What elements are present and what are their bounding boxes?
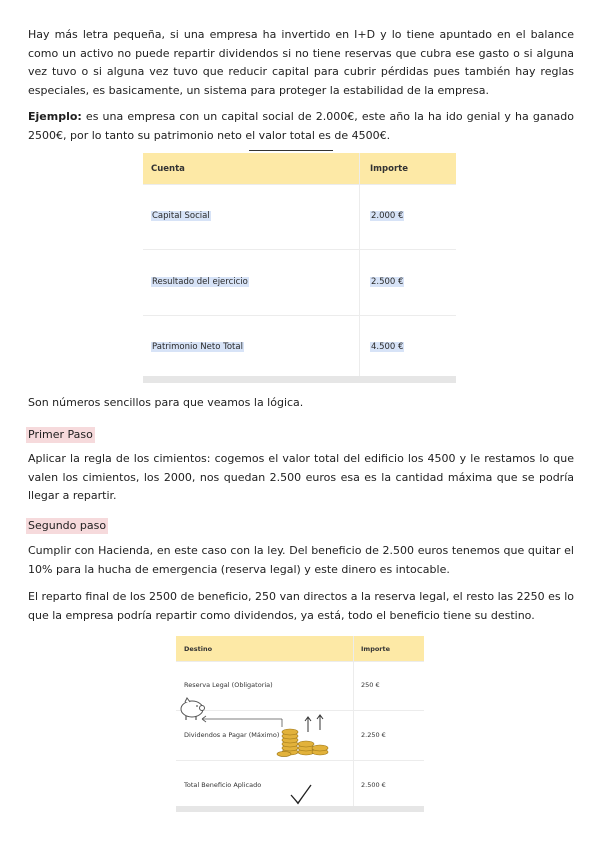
distribution-table <box>176 636 424 812</box>
row-total-label: Total Beneficio Aplicado <box>184 781 262 789</box>
arrow-left-icon <box>196 713 286 729</box>
intro-paragraph: Hay más letra pequeña, si una empresa ha invertido en I+D y lo tiene apuntado en el balance como un activo no puede repartir dividendos si no tiene reservas que cubra ese gasto o si alguna vez tuvo o si alguna vez tuvo que reducir capital para cubrir pérdidas pues también hay reglas especiales, es basicamente, un sistema para proteger la estabilidad de la empresa. <box>28 28 574 97</box>
step1-paragraph: Aplicar la regla de los cimientos: cogemos el valor total del edificio los 4500 y le restamos lo que valen los cimientos, los 2000, nos quedan 2.500 euros esa es la cantidad máxima que se podría llegar a repartir. <box>28 452 574 502</box>
table-top-rule <box>249 150 333 151</box>
column-divider <box>359 153 360 381</box>
document-body <box>28 26 574 145</box>
step2-paragraph: Cumplir con Hacienda, en este caso con la ley. Del beneficio de 2.500 euros tenemos que quitar el 10% para la hucha de emergencia (reserva legal) y este dinero es intocable. <box>28 544 574 576</box>
up-arrows-icon <box>300 714 330 734</box>
example-paragraph <box>28 108 574 145</box>
row-dividendos-amount: 2.250 € <box>361 731 386 739</box>
example-label: Ejemplo: <box>28 110 82 123</box>
row-resultado-label: Resultado del ejercicio <box>152 277 248 287</box>
header-cuenta: Cuenta <box>151 164 185 174</box>
row-divider <box>143 315 456 316</box>
checkmark-icon <box>288 782 314 808</box>
step1-tag: Primer Paso <box>28 428 93 441</box>
row-resultado-amount: 2.500 € <box>371 277 404 287</box>
step1-tag-wrap <box>26 423 95 443</box>
row-patrimonio-amount: 4.500 € <box>371 342 404 352</box>
row-divider <box>176 760 424 761</box>
header-destino: Destino <box>184 645 213 653</box>
table-bottom-shade <box>143 376 456 383</box>
row-reserva-label: Reserva Legal (Obligatoria) <box>184 681 273 689</box>
header-importe: Importe <box>370 164 408 174</box>
row-divider <box>143 249 456 250</box>
step2-tag-wrap <box>26 514 108 534</box>
row-divider <box>176 661 424 662</box>
final-paragraph: El reparto final de los 2500 de beneficio, 250 van directos a la reserva legal, el resto las 2250 es lo que la empresa podría repartir como dividendos, ya está, todo el beneficio tiene su destino. <box>28 590 574 622</box>
row-capital-social-amount: 2.000 € <box>371 211 404 221</box>
row-capital-social-label: Capital Social <box>152 211 210 221</box>
row-divider <box>143 184 456 185</box>
row-total-amount: 2.500 € <box>361 781 386 789</box>
header-importe: Importe <box>361 645 391 653</box>
example-text: es una empresa con un capital social de 2.000€, este año la ha ido genial y ha ganado 2500€, por lo tanto su patrimonio neto el valor total es de 4500€. <box>28 110 574 142</box>
step2-tag: Segundo paso <box>28 519 107 532</box>
row-dividendos-label: Dividendos a Pagar (Máximo) <box>184 731 280 739</box>
balance-table <box>143 150 456 383</box>
column-divider <box>353 636 354 812</box>
row-reserva-amount: 250 € <box>361 681 380 689</box>
row-divider <box>176 710 424 711</box>
table-header-row <box>143 153 456 184</box>
simple-numbers-paragraph: Son números sencillos para que veamos la lógica. <box>28 396 304 409</box>
row-patrimonio-label: Patrimonio Neto Total <box>152 342 243 352</box>
